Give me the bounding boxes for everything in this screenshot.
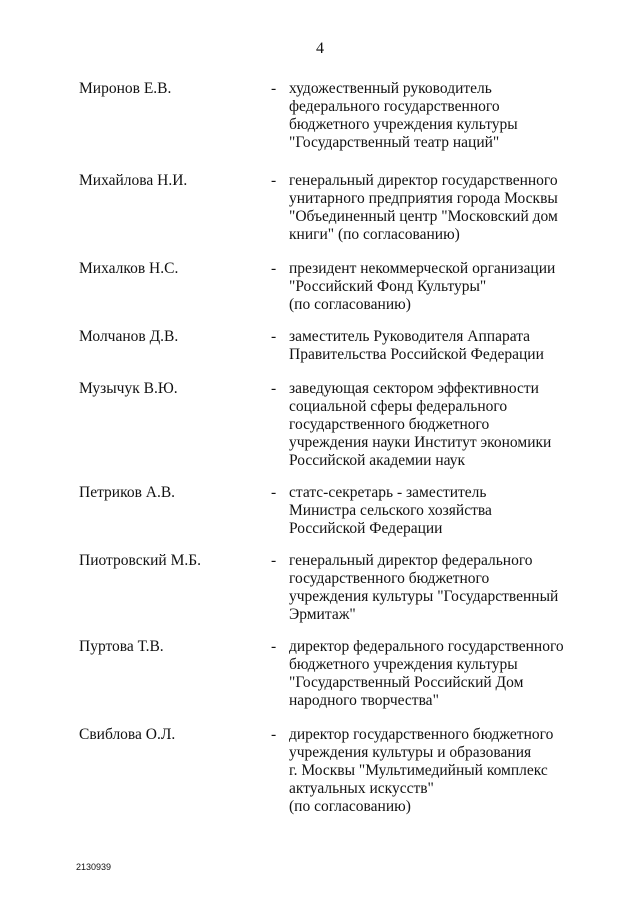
list-item	[0, 172, 640, 260]
position-line: "Российский Фонд Культуры"	[289, 278, 487, 295]
position-line: "Объединенный центр "Московский дом	[289, 208, 558, 225]
position-line: статс-секретарь - заместитель	[289, 484, 487, 501]
position-line: учреждения культуры "Государственный	[289, 588, 559, 605]
position-line: директор государственного бюджетного	[289, 726, 554, 743]
position-line: государственного бюджетного	[289, 416, 490, 433]
position-line: учреждения науки Институт экономики	[289, 434, 552, 451]
position-line: унитарного предприятия города Москвы	[289, 190, 558, 207]
dash-separator: -	[271, 638, 277, 655]
dash-separator: -	[271, 328, 277, 345]
list-item	[0, 380, 640, 484]
list-item	[0, 638, 640, 726]
person-name: Свиблова О.Л.	[79, 726, 176, 743]
position-line: учреждения культуры и образования	[289, 744, 532, 761]
dash-separator: -	[271, 726, 277, 743]
position-line: "Государственный театр наций"	[289, 134, 500, 151]
list-item	[0, 726, 640, 826]
dash-separator: -	[271, 172, 277, 189]
position-text	[289, 552, 579, 624]
dash-separator: -	[271, 552, 277, 569]
position-line: актуальных искусств"	[289, 780, 434, 797]
position-line: генеральный директор федерального	[289, 552, 533, 569]
position-line: Эрмитаж"	[289, 606, 356, 623]
person-name: Михайлова Н.И.	[79, 172, 188, 189]
position-line: Министра сельского хозяйства	[289, 502, 492, 519]
position-text	[289, 328, 579, 364]
dash-separator: -	[271, 380, 277, 397]
dash-separator: -	[271, 484, 277, 501]
person-name: Пуртова Т.В.	[79, 638, 164, 655]
position-text	[289, 80, 579, 152]
position-line: бюджетного учреждения культуры	[289, 656, 518, 673]
position-text	[289, 638, 579, 710]
member-list	[0, 80, 640, 826]
position-line: Российской Федерации	[289, 520, 443, 537]
list-item	[0, 328, 640, 380]
list-item	[0, 484, 640, 552]
person-name: Молчанов Д.В.	[79, 328, 179, 345]
position-line: Правительства Российской Федерации	[289, 346, 544, 363]
position-line: директор федерального государственного	[289, 638, 564, 655]
position-line: (по согласованию)	[289, 296, 411, 313]
position-line: художественный руководитель	[289, 80, 492, 97]
position-line: социальной сферы федерального	[289, 398, 508, 415]
position-line: заведующая сектором эффективности	[289, 380, 539, 397]
position-line: (по согласованию)	[289, 798, 411, 815]
dash-separator: -	[271, 260, 277, 277]
position-line: книги" (по согласованию)	[289, 226, 460, 243]
position-line: государственного бюджетного	[289, 570, 490, 587]
page-number: 4	[316, 40, 324, 57]
position-text	[289, 380, 579, 470]
person-name: Миронов Е.В.	[79, 80, 172, 97]
position-line: федерального государственного	[289, 98, 500, 115]
document-code: 2130939	[76, 862, 112, 872]
list-item	[0, 552, 640, 638]
position-text	[289, 726, 579, 816]
person-name: Музычук В.Ю.	[79, 380, 178, 397]
person-name: Петриков А.В.	[79, 484, 176, 501]
position-line: президент некоммерческой организации	[289, 260, 556, 277]
position-text	[289, 484, 579, 538]
position-line: народного творчества"	[289, 692, 439, 709]
position-line: "Государственный Российский Дом	[289, 674, 524, 691]
position-text	[289, 172, 579, 244]
person-name: Пиотровский М.Б.	[79, 552, 202, 569]
position-text	[289, 260, 579, 314]
position-line: заместитель Руководителя Аппарата	[289, 328, 531, 345]
position-line: бюджетного учреждения культуры	[289, 116, 518, 133]
list-item	[0, 260, 640, 328]
position-line: Российской академии наук	[289, 452, 466, 469]
position-line: г. Москвы "Мультимедийный комплекс	[289, 762, 548, 779]
dash-separator: -	[271, 80, 277, 97]
list-item	[0, 80, 640, 172]
person-name: Михалков Н.С.	[79, 260, 179, 277]
position-line: генеральный директор государственного	[289, 172, 558, 189]
